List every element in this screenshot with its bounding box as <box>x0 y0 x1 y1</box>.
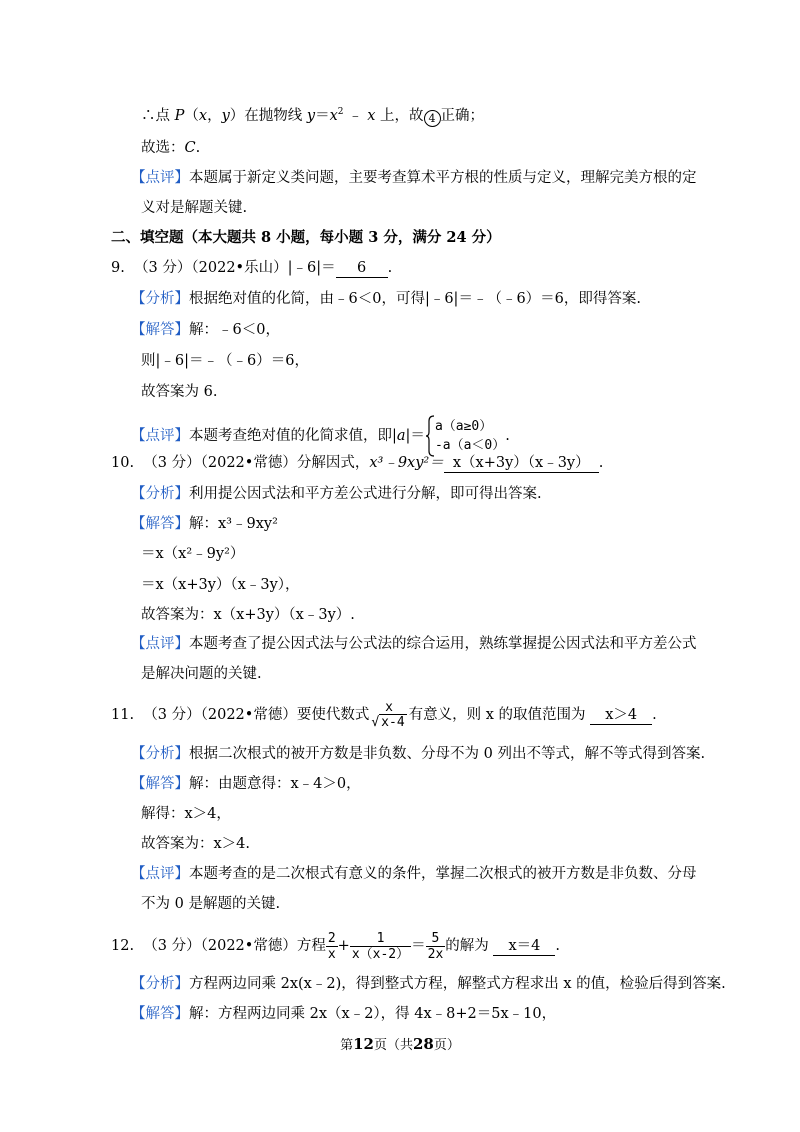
circled-number: 4 <box>424 110 441 127</box>
comment-line: 【点评】本题考查的是二次根式有意义的条件，掌握二次根式的被开方数是非负数、分母 <box>131 866 697 882</box>
analysis-line: 【分析】根据绝对值的化简，由﹣6＜0，可得|﹣6|＝﹣（﹣6）＝6，即得答案. <box>131 291 642 307</box>
answer-blank: x（x+3y）（x﹣3y） <box>444 455 599 473</box>
text-line: ＝x（x+3y）（x﹣3y）， <box>141 577 300 593</box>
comment-line: 【点评】本题考查绝对值的化简求值，即|a|＝ a（a≥0） -a（a＜0） . <box>131 415 510 457</box>
comment-line: 不为 0 是解题的关键. <box>141 896 281 912</box>
fraction: $\frac{1}{x(x-2)}$ <box>351 930 410 962</box>
comment-tag: 【点评】 <box>131 170 189 186</box>
section-heading: 二、填空题（本大题共 8 小题，每小题 3 分，满分 24 分） <box>111 229 501 246</box>
answer-blank: x＞4 <box>590 707 652 725</box>
piecewise-cases: a（a≥0） -a（a＜0） <box>434 419 506 453</box>
analysis-line: 【分析】根据二次根式的被开方数是非负数、分母不为 0 列出不等式，解不等式得到答案. <box>131 746 706 762</box>
analysis-line: 【分析】方程两边同乘 2x(x﹣2)，得到整式方程，解整式方程求出 x 的值，检验后得到答案. <box>131 976 726 992</box>
page-footer: 第12页（共28页） <box>340 1035 460 1053</box>
solution-line: 【解答】解：由题意得：x﹣4＞0， <box>131 776 361 792</box>
text-line: 故答案为：x（x+3y）（x﹣3y）. <box>141 607 355 623</box>
comment-line: 【点评】本题属于新定义类问题，主要考查算术平方根的性质与定义，理解完美方根的定 <box>131 170 697 186</box>
solution-line: 【解答】解：x³﹣9xy² <box>131 516 278 532</box>
analysis-line: 【分析】利用提公因式法和平方差公式进行分解，即可得出答案. <box>131 486 542 502</box>
total-pages: 28 <box>413 1035 434 1053</box>
answer-blank: 6 <box>336 260 388 278</box>
text-line: 故答案为 6. <box>141 384 218 400</box>
comment-line: 义对是解题关键. <box>141 200 248 216</box>
text-line: ＝x（x²﹣9y²） <box>141 546 245 562</box>
left-brace-icon <box>425 415 435 457</box>
question-10: 10. （3 分）（2022•常德）分解因式，x³﹣9xy²＝ x（x+3y）（x﹣3y） . <box>111 455 604 471</box>
fraction: x √ x-4 <box>371 700 405 730</box>
fraction: $\frac{2}{x}$ <box>327 930 336 962</box>
solution-line: 【解答】解：﹣6＜0， <box>131 322 280 338</box>
fraction: $\frac{5}{2x}$ <box>427 930 444 962</box>
answer-blank: x＝4 <box>493 938 555 956</box>
page-number: 12 <box>353 1035 374 1053</box>
text-line: 故选：C. <box>141 140 201 156</box>
comment-line: 【点评】本题考查了提公因式法与公式法的综合运用，熟练掌握提公因式法和平方差公式 <box>131 636 697 652</box>
text-line: 则|﹣6|＝﹣（﹣6）＝6， <box>141 353 309 369</box>
text-line: 故答案为：x＞4. <box>141 836 251 852</box>
question-12: 12. （3 分）（2022•常德）方程 $\frac{2}{x}$ + $\frac{1}{x(x-2)}$ ＝ $\frac{5}{2x}$ 的解为 x＝4 . <box>111 930 561 962</box>
text-line: ∴点 P（x，y）在抛物线 $y=x^2$ ﹣ x 上，故 4 正确； <box>141 107 485 125</box>
text-line: 解得：x＞4， <box>141 806 231 822</box>
solution-line: 【解答】解：方程两边同乘 2x（x﹣2），得 4x﹣8+2＝5x﹣10， <box>131 1006 557 1022</box>
question-11: 11. （3 分）（2022•常德）要使代数式 x √ x-4 有意义，则 x 的取值范围为 x＞4 . <box>111 700 657 730</box>
question-9: 9. （3 分）（2022•乐山）|﹣6|＝ 6 . <box>111 260 393 276</box>
comment-line: 是解决问题的关键. <box>141 666 262 682</box>
